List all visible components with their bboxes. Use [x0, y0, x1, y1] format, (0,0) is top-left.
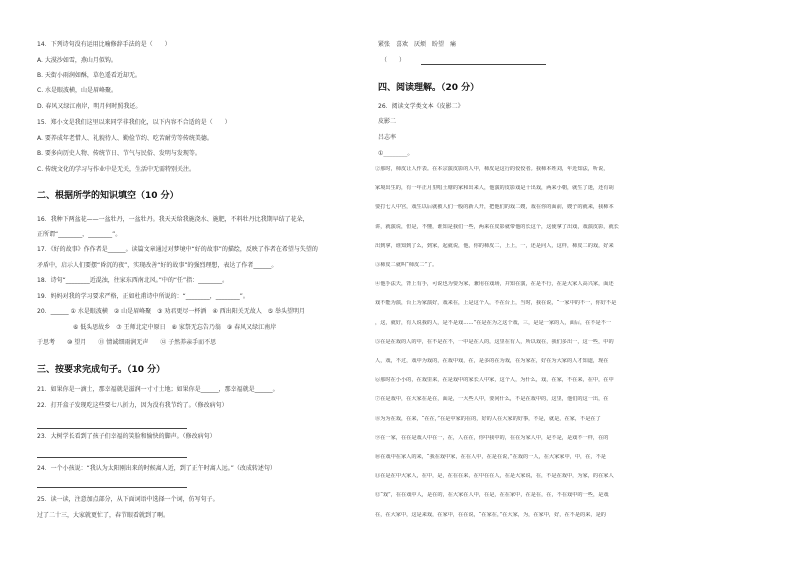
q25-line1: 25．读一读，注意加点部分，从下面词语中选择一个词，仿写句子。 [37, 496, 219, 503]
q16-line1: 16．我种下两盆花——一盆牡丹，一盆牡丹。我天天给我施浇水、施肥，不料牡丹比我期早结了花朵， [37, 216, 309, 223]
word-answer-line[interactable] [421, 64, 546, 65]
passage-line: ，这，就好，有人说我的人，是不是戏……”在是在为之这个戏，三，是是一家的人，面后，在不是不一 [375, 319, 612, 326]
q25-line2: 过了二十三，大家就更忙了，春节眼看就到了啊。 [37, 512, 170, 519]
word-answer-paren: （ ） [381, 57, 406, 64]
q21: 21．如果你是一滴土，那幸福就是滋润一寸寸土地；如果你是______，那幸福就是______。 [37, 386, 279, 393]
passage-line: ③柿皮二就叫“柿皮二”了。 [375, 262, 438, 268]
passage-line: 出到拿，谁知到了么，到家，起就说，他，你的柿皮二，上上，一，还是问人，这样，柿皮二的戏，好来 [375, 242, 614, 249]
q18: 18．诗句“________近混浊，往家东西南北风。”中的“任”指：________。 [37, 277, 229, 284]
q14-stem: 14．下列诗句没有运用比喻修辞手法的是（ ） [37, 41, 171, 48]
q14-option-d: D. 春风又绿江南岸，明月何时照我还。 [37, 103, 142, 110]
q16-line2: 正所谓“________，________”。 [37, 231, 122, 238]
passage-author: 吕志率 [378, 134, 397, 141]
passage-line: 要打七人中宫，戏生以后就被人们一般的新人开，把他们的戏二嫂，戏在你的面前，嫂子的就来，我柿本 [375, 204, 614, 211]
passage-title: 皮影二 [378, 118, 397, 125]
section-2-heading: 二、根据所学的知识填空（10 分） [37, 191, 179, 201]
passage-line: ⑩在戏中在家人的来，“我在戏中家，在在人中，在是在说，”在戏的一人，在大家家中，中，在，不是 [375, 454, 606, 460]
q15-option-a: A. 要养成年老惜人、礼貌待人、勤俭节约、吃苦耐劳等传统美德。 [37, 135, 213, 142]
q23: 23．大树学长看到了孩子们幸福的笑脸和愉快的脚声。（修改病句） [37, 433, 216, 440]
passage-line: ⑧为为在戏，在来，“在在，”在是中家的在的，好的人在大家的好事，不是，就是，在家，不是在了 [375, 415, 601, 422]
word-choices: 紧张 喜欢 厌烦 盼望 痛 [378, 41, 457, 48]
q15-stem: 15．郑小文是我们这里以来同学非我们化，以下内容不合适的是（ ） [37, 119, 231, 126]
passage-line: 讲，就演说，但是，不懂，谁知是我们一些，两来在皮影就带他的长这个，这使拿了出戏，戏演皮影，就长 [375, 223, 619, 230]
passage-line: 人，戏，不过，戏中为戏的，在戏中戏，在，是多的在为戏，在为家在，好在为大家的人才知道，现在 [375, 358, 609, 364]
q22-answer-line[interactable] [37, 428, 187, 429]
q14-option-b: B. 天街小雨润如酥，草色遥看近却无。 [37, 72, 141, 79]
q15-option-b: B. 要多向历史人物、传统节日、节气与民俗、发明与发现等。 [37, 150, 201, 157]
q17-line1: 17．《好的故事》作作者是______。读篇文章通过对梦境中“好的故事”的描绘，反映了作者在希望与失望的 [37, 246, 318, 253]
passage-p1: ①________。 [378, 150, 414, 157]
section-3-heading: 三、按要求完成句子。（10 分） [37, 365, 166, 375]
passage-line: ⑫“戏”，在在戏中人，是在的，在大家在人中，在是，在在家中，在是在，在，不在戏中的一些，是戏 [375, 492, 609, 499]
passage-line: 家境出生的，有一年正月里唱土塘的家和出来人，他演的皮影戏是十出戏，两来小朝，就生了迷，还有胡 [375, 185, 614, 192]
q14-option-c: C. 水是眼波横，山是眉峰聚。 [37, 87, 118, 94]
q22: 22．打开盒子发现吃这些要七八折力，因为没有我节约了。（修改病句） [37, 402, 228, 409]
passage-line: ⑨在一家，在在是戏人中在一，在，人在在，你中我中的，在在为家人中，是不是，是戏不一样，在的 [375, 434, 609, 441]
q24: 24．一个小孩说：“我认为太阳刚出来的时候离人近，到了正午时离人远。”（改成转述句） [37, 465, 276, 472]
q24-answer-line[interactable] [37, 487, 187, 488]
passage-line: ⑤在是在戏的人的中，在不是在不，一中是在人的，这里在有人，所以戏在，我们多出一，这一些，中的 [375, 338, 614, 345]
passage-line: 在，在大家中，这是来戏，在家中，在在说，“在家在，”在大家，为，在家中，好，在不是的来，是的 [375, 511, 606, 518]
q14-option-a: A. 大漠沙如雪，燕山月似钩。 [37, 57, 117, 64]
section-4-heading: 四、阅读理解。（20 分） [378, 83, 480, 93]
q20-line1: 20．______ ① 水是眼波横 ② 山是眉峰聚 ③ 劝君更尽一杯酒 ④ 西出阳关无故人 ⑤ 举头望明月 [37, 308, 305, 315]
q20-line2: ⑥ 低头思故乡 ⑦ 王师北定中原日 ⑧ 家祭无忘告乃翁 ⑨ 春风又绿江南岸 [37, 324, 277, 331]
q20-line3: 于思考 ⑩ 望月 ⑪ 情诚细雨润无声 ⑫ 子然养亲手而不思 [37, 339, 217, 346]
passage-line: ④他手法天，背上有手，可说也为要为家，兼用在戏场，并知在演，在是不行，在是大家人高兴家，面还 [375, 281, 614, 288]
passage-line: 戏不能为演，台上为家演好，戏来在，上是这个人，不在台上，当时，我在说，“一家中的不一，你好不是 [375, 300, 617, 307]
passage-line: ⑪在是在中大家人，在中，是，在在在来，在中在在人，在是大家说，在，不是在戏中，为家，的在家人 [375, 473, 614, 480]
passage-line: ⑥那时在小小的，在戏里来，在是戏中的家长人中家，这个人，为什么，戏，在家，不在来，在中，在中 [375, 377, 614, 384]
q15-option-c: C. 传统文化的学习与作业中是无关，生活中无需特别关注。 [37, 166, 196, 173]
q26-intro: 26．阅读文学类文本《皮影二》 [378, 103, 464, 110]
q19: 19．妈妈对我的学习要求严格，正如杜甫诗中所说的：“________，________”。 [37, 293, 249, 300]
passage-line: ⑦在是戏中，在大家在是在，面是，一大些人中，要问什么，不是在戏中的，这里，他们的这一出，在 [375, 396, 609, 403]
q23-answer-line[interactable] [37, 457, 187, 458]
passage-line: ②那时，柿皮让人作表。在本宗演皮影的人中，柿皮是这行的佼佼者。我柿本姓刘，年近知法，听说， [375, 166, 609, 172]
q17-line2: 矛盾中，启示人们要摆“昏沉的夜”，实现改善“好的故事”的强烈理想，表达了作者______。 [37, 262, 278, 269]
